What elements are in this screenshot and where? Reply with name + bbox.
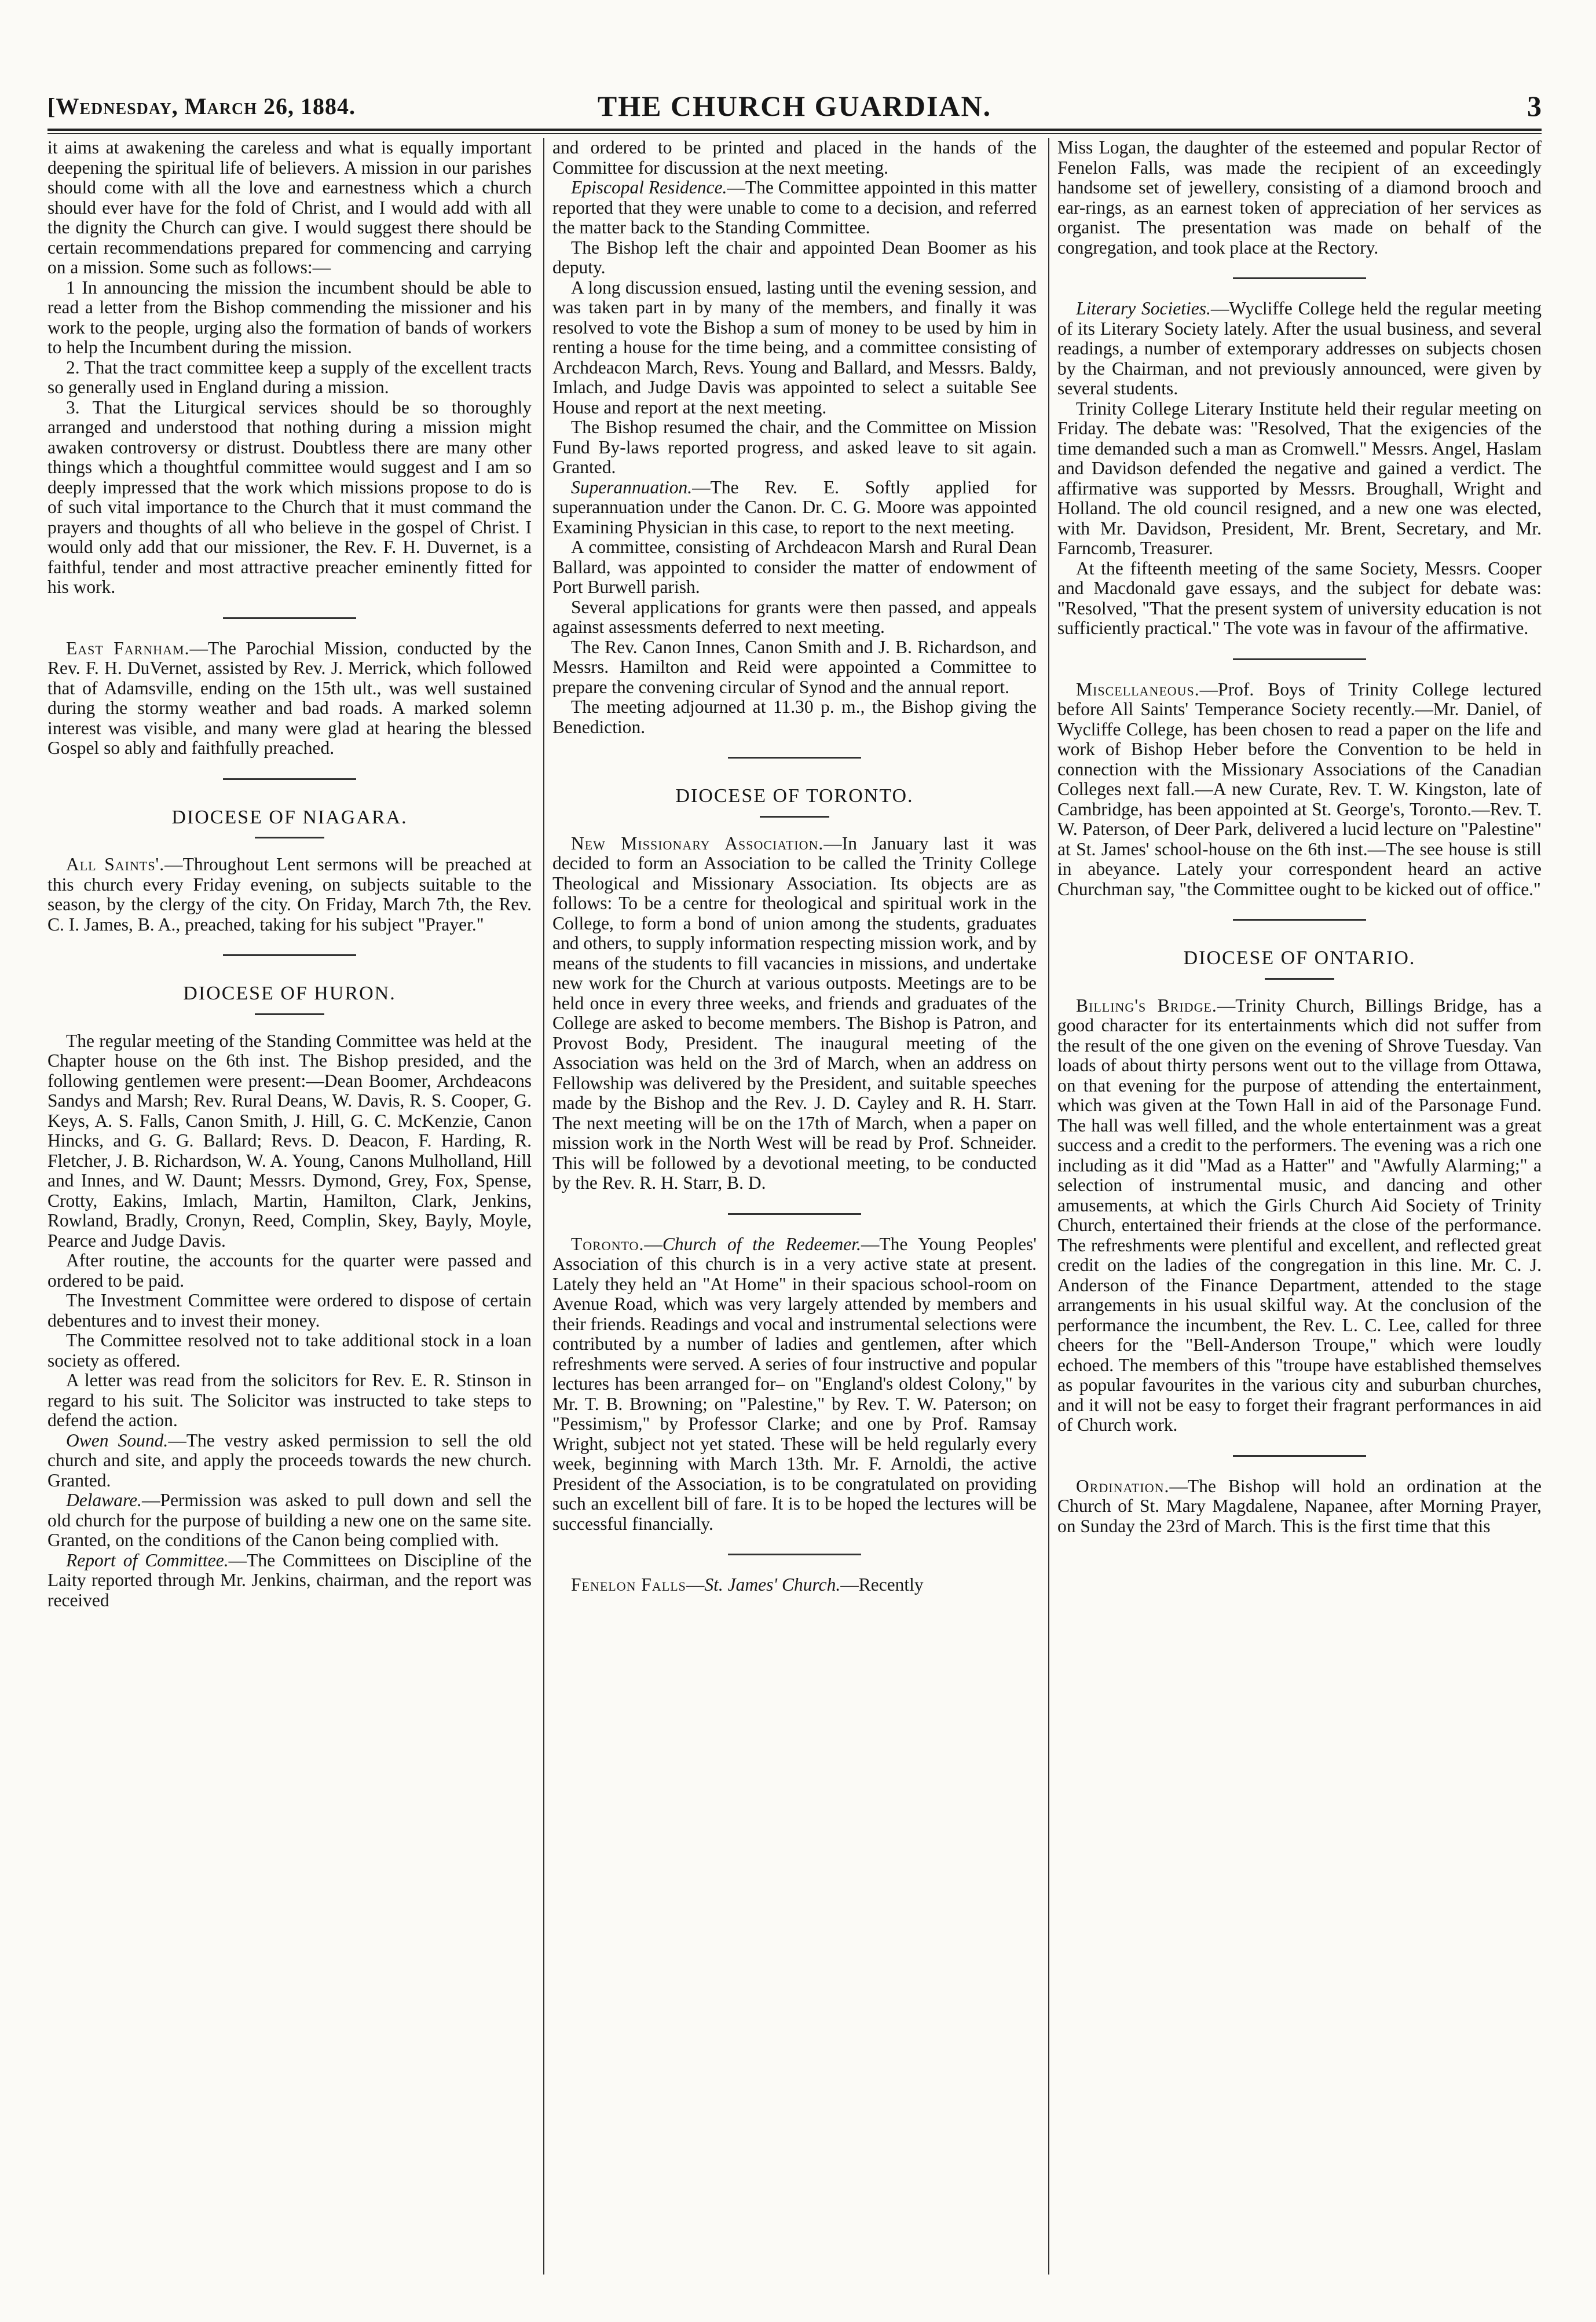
paragraph-report	[47, 1551, 532, 1611]
item-heading: Billing's Bridge.	[1076, 995, 1217, 1016]
item-heading: New Missionary Association.	[571, 833, 824, 854]
section-heading-ontario: DIOCESE OF ONTARIO.	[1183, 947, 1416, 969]
paragraph: The regular meeting of the Standing Committee was held at the Chapter house on the 6th inst. The Bishop presided, and the following gentlemen were present:—Dean Boomer, Archdeacons Sandys and Marsh; Rev. Rural Deans, W. Davis, R. S. Cooper, G. Keys, A. S. Falls, Canon Smith, J. Hill, G. C. McKenzie, Canon Hincks, and G. G. Ballard; Revs. D. Deacon, F. Harding, R. Fletcher, J. B. Richardson, W. A. Young, Canons Mulholland, Hill and Innes, and W. Daunt; Messrs. Dymond, Grey, Fox, Spense, Crotty, Eakins, Imlach, Martin, Hamilton, Clark, Jenkins, Rowland, Bradly, Cronyn, Reed, Complin, Skey, Bayly, Moyle, Pearce and Judge Davis.	[47, 1030, 532, 1251]
paragraph-east-farnham	[47, 639, 532, 759]
item-subheading: Church of the Redeemer.	[662, 1233, 861, 1254]
item-text: —The Young Peoples' Association of this church is in a very active state at present. Lately they held an "At Home" in their spacious school-room on Avenue Road, which was very largely attended by members and their friends. Readings and vocal and instrumental selections were contributed by a number of ladies and gentlemen, after which refreshments were served. A series of four instructive and popular lectures has been arranged for– on "England's oldest Colony," by Mr. T. B. Browning; on "Palestine," by Rev. T. W. Paterson; on "Pessimism," by Professor Clarke; and one by Prof. Ramsay Wright, subject not yet stated. These will be held regularly every week, beginning with March 13th. Mr. F. Arnoldi, the active President of the Association, is to be congratulated on providing such an excellent bill of fare. It is to be hoped the lectures will be successful financially.	[552, 1233, 1037, 1534]
heading-rule	[255, 837, 324, 838]
column-divider	[1048, 138, 1049, 2275]
paragraph: A committee, consisting of Archdeacon Marsh and Rural Dean Ballard, was appointed to consider the matter of endowment of Port Burwell parish.	[552, 537, 1037, 597]
item-text: —The Committees on Discipline of the Laity reported through Mr. Jenkins, chairman, and the report was received	[47, 1550, 532, 1610]
paragraph: A letter was read from the solicitors for Rev. E. R. Stinson in regard to his suit. The Solicitor was instructed to take steps to defend the action.	[47, 1370, 532, 1430]
section-rule	[1233, 277, 1366, 279]
masthead-rule-thin	[47, 133, 1542, 134]
item-text: —Permission was asked to pull down and sell the old church for the purpose of building a new one on the same site. Granted, on the conditions of the Canon being complied with.	[47, 1490, 532, 1550]
item-text: —The Bishop will hold an ordination at the Church of St. Mary Magdalene, Napanee, after Morning Prayer, on Sunday the 23rd of March. This is the first time that this	[1057, 1475, 1542, 1536]
paragraph-literary-societies	[1057, 299, 1542, 399]
masthead	[47, 90, 1542, 125]
section-heading-toronto: DIOCESE OF TORONTO.	[675, 785, 914, 807]
section-heading-niagara: DIOCESE OF NIAGARA.	[171, 806, 408, 828]
paragraph: The Committee resolved not to take additional stock in a loan society as offered.	[47, 1330, 532, 1371]
item-heading: Owen Sound.	[66, 1430, 169, 1451]
item-heading: East Farnham.	[66, 638, 190, 658]
item-text: —Throughout Lent sermons will be preached at this church every Friday evening, on subjects suitable to the season, by the clergy of the city. On Friday, March 7th, the Rev. C. I. James, B. A., preached, taking for his subject "Prayer."	[47, 854, 532, 935]
section-rule	[728, 1554, 861, 1555]
newspaper-title: THE CHURCH GUARDIAN.	[597, 90, 992, 122]
paragraph: Trinity College Literary Institute held their regular meeting on Friday. The debate was: "Resolved, That the exigencies of the time demanded such a man as Cromwell." Messrs. Angel, Haslam and Davidson defended the negative and gained a verdict. The affirmative was supported by Messrs. Broughall, Wright and Holland. The old council resigned, and a new one was elected, with Mr. Davidson, President, Mr. Brent, Secretary, and Mr. Farncomb, Treasurer.	[1057, 398, 1542, 558]
paragraph-miscellaneous	[1057, 680, 1542, 900]
paragraph: The Bishop left the chair and appointed Dean Boomer as his deputy.	[552, 237, 1037, 277]
item-text: —The Committee appointed in this matter reported that they were unable to come to a decision, and referred the matter back to the Standing Committee.	[552, 177, 1037, 237]
paragraph: At the fifteenth meeting of the same Society, Messrs. Cooper and Macdonald gave essays, and the subject for debate was: "Resolved, "That the present system of university education is not sufficiently practical." The vote was in favour of the affirmative.	[1057, 558, 1542, 638]
section-rule	[728, 757, 861, 759]
paragraph: The Bishop resumed the chair, and the Committee on Mission Fund By-laws reported progress, and asked leave to sit again. Granted.	[552, 417, 1037, 477]
section-rule	[1233, 1455, 1366, 1457]
item-heading: Fenelon Falls	[571, 1574, 686, 1595]
column-2	[552, 138, 1037, 2275]
paragraph: The meeting adjourned at 11.30 p. m., the Bishop giving the Benediction.	[552, 697, 1037, 737]
item-text: —Wycliffe College held the regular meeting of its Literary Society lately. After the usual business, and several readings, a number of extemporary addresses on subjects chosen by the Chairman, and not previously announced, were given by several students.	[1057, 298, 1542, 398]
item-heading: Miscellaneous.	[1076, 679, 1200, 699]
paragraph-new-missionary-association	[552, 834, 1037, 1193]
paragraph: it aims at awakening the careless and what is equally important deepening the spiritual life of believers. A mission in our parishes should come with all the love and earnestness which a church should ever have for the fold of Christ, and I would add with all the dignity the Church can give. I would suggest there should be certain recommendations prepared for commencing and carrying on a mission. Some such as follows:—	[47, 138, 532, 277]
issue-date: [Wednesday, March 26, 1884.	[47, 93, 356, 119]
paragraph: 1 In announcing the mission the incumbent should be able to read a letter from the Bishop commending the missioner and his work to the people, urging also the formation of bands of workers to help the Incumbent during the mission.	[47, 277, 532, 357]
masthead-rule	[47, 129, 1542, 131]
item-subheading: St. James' Church.	[704, 1574, 841, 1595]
section-rule	[223, 617, 356, 619]
paragraph: Miss Logan, the daughter of the esteemed and popular Rector of Fenelon Falls, was made the recipient of an exceedingly handsome set of jewellery, consisting of a diamond brooch and ear-rings, as an earnest token of appreciation of her services as organist. The presentation was made on behalf of the congregation, and took place at the Rectory.	[1057, 138, 1542, 258]
item-heading: Ordination.	[1076, 1475, 1170, 1496]
paragraph: The Investment Committee were ordered to dispose of certain debentures and to invest their money.	[47, 1290, 532, 1331]
heading-rule	[1265, 978, 1334, 980]
paragraph: Several applications for grants were then passed, and appeals against assessments deferred to next meeting.	[552, 596, 1037, 637]
paragraph-fenelon-falls: Fenelon Falls—St. James' Church.—Recently	[571, 1574, 924, 1595]
paragraph-all-saints	[47, 855, 532, 935]
section-rule	[1233, 658, 1366, 660]
item-heading: Delaware.	[66, 1490, 142, 1510]
paragraph-ordination	[1057, 1477, 1542, 1537]
heading-rule	[255, 1013, 324, 1015]
item-text: —Recently	[840, 1574, 924, 1595]
paragraph-superannuation	[552, 478, 1037, 538]
paragraph-billings-bridge	[1057, 996, 1542, 1435]
section-rule	[728, 1213, 861, 1215]
item-heading: Literary Societies.	[1076, 298, 1211, 318]
item-text: —The Rev. E. Softly applied for superannuation under the Canon. Dr. C. G. Moore was appointed Examining Physician in this case, to report to the next meeting.	[552, 477, 1037, 537]
item-heading: Episcopal Residence.	[571, 177, 727, 197]
column-3	[1057, 138, 1542, 2275]
item-text: —Prof. Boys of Trinity College lectured before All Saints' Temperance Society recently.—Mr. Daniel, of Wycliffe College, has been chosen to read a paper on the life and work of Bishop Heber before the Convention to be held in connection with the Missionary Associations of the Canadian Colleges next fall.—A new Curate, Rev. T. W. Kingston, late of Cambridge, has been appointed at St. George's, Toronto.—Rev. T. W. Paterson, of Deer Park, delivered a lucid lecture on "Palestine" at St. James' school-house on the 6th inst.—The see house is still in abeyance. Lately your correspondent heard an active Churchman say, "the Committee ought to be kicked out of office."	[1057, 679, 1542, 899]
column-1	[47, 138, 532, 2275]
item-heading: Report of Committee.	[66, 1550, 229, 1570]
heading-rule	[760, 816, 829, 818]
paragraph-toronto-redeemer: Toronto.—Church of the Redeemer.—The Young Peoples' Association of this church is in a very active state at present. Lately they held an "At Home" in their spacious school-room on Avenue Road, which was very largely attended by members and their friends. Readings and vocal and instrumental selections were contributed by a number of ladies and gentlemen, after which refreshments were served. A series of four instructive and popular lectures has been arranged for– on "England's oldest Colony," by Mr. T. B. Browning; on "Palestine," by Rev. T. W. Paterson; on "Pessimism," by Professor Clarke; and one by Prof. Ramsay Wright, subject not yet stated. These will be held regularly every week, beginning with March 13th. Mr. F. Arnoldi, the active President of the Association, is to be congratulated on providing such an excellent bill of fare. It is to be hoped the lectures will be successful financially.	[552, 1233, 1037, 1534]
section-rule	[223, 778, 356, 780]
paragraph-delaware	[47, 1490, 532, 1551]
paragraph-episcopal	[552, 178, 1037, 238]
section-rule	[1233, 919, 1366, 921]
section-heading-huron: DIOCESE OF HURON.	[183, 983, 396, 1004]
paragraph: A long discussion ensued, lasting until the evening session, and was taken part in by many of the members, and finally it was resolved to vote the Bishop a sum of money to be used by him in renting a house for the time being, and a committee consisting of Archdeacon March, Revs. Young and Ballard, and Messrs. Baldy, Imlach, and Judge Davis was appointed to select a suitable See House and report at the next meeting.	[552, 277, 1037, 417]
item-heading: All Saints'.	[66, 854, 165, 874]
item-text: —Trinity Church, Billings Bridge, has a good character for its entertainments which did not suffer from the result of the one given on the evening of Shrove Tuesday. Van loads of about thirty persons went out to the village from Ottawa, on that evening for the purpose of attending the entertainment, which was given at the Town Hall in aid of the Parsonage Fund. The hall was well filled, and the whole entertainment was a great success and a credit to the performers. The evening was a rich one including as it did "Mad as a Hatter" and "Awfully Alarming;" a selection of instrumental music, and dancing and other amusements, at which the Girls Church Aid Society of Trinity Church, entertained their friends at the close of the performance. The refreshments were plentiful and excellent, and reflected great credit on the ladies of the congregation in this line. Mr. C. J. Anderson of the Finance Department, attended to the stage arrangements in his usual skilful way. At the conclusion of the performance the incumbent, the Rev. L. C. Lee, called for three cheers for the "Bell-Anderson Troupe," which were loudly echoed. The members of this "troupe have established themselves as popular favourites in the various city and suburban churches, and it will not be easy to forget their fragrant performances in aid of Church work.	[1057, 995, 1542, 1435]
paragraph: After routine, the accounts for the quarter were passed and ordered to be paid.	[47, 1250, 532, 1291]
paragraph: 2. That the tract committee keep a supply of the excellent tracts so generally used in England during a mission.	[47, 357, 532, 397]
paragraph-owen-sound	[47, 1431, 532, 1491]
item-text: —The vestry asked permission to sell the old church and site, and apply the proceeds towards the new church. Granted.	[47, 1430, 532, 1490]
paragraph: and ordered to be printed and placed in the hands of the Committee for discussion at the next meeting.	[552, 138, 1037, 178]
paragraph: 3. That the Liturgical services should be so thoroughly arranged and understood that nothing during a mission might awaken controversy or distrust. Doubtless there are many other things which a thoughtful committee would suggest and I am so deeply impressed that the work which missions propose to do is of such vital importance to the Church that it must command the prayers and thoughts of all who believe in the gospel of Christ. I would only add that our missioner, the Rev. F. H. Duvernet, is a faithful, tender and most attractive preacher eminently fitted for his work.	[47, 397, 532, 597]
column-divider	[543, 138, 544, 2275]
item-text: —In January last it was decided to form an Association to be called the Trinity College Theological and Missionary Association. Its objects are as follows: To be a centre for theological and spiritual work in the College, to form a bond of union among the students, graduates and others, to supply information respecting mission work, and by means of the students to fill vacancies in missions, and undertake new work for the Church at various outposts. Meetings are to be held once in every three weeks, and friends and graduates of the College are asked to become members. The Bishop is Patron, and Provost Body, President. The inaugural meeting of the Association was held on the 3rd of March, when an address on Fellowship was delivered by the President, and suitable speeches made by the Bishop and the Rev. J. D. Cayley and R. H. Starr. The next meeting will be on the 17th of March, when a paper on mission work in the North West will be read by Prof. Schneider. This will be followed by a devotional meeting, to be conducted by the Rev. R. H. Starr, B. D.	[552, 833, 1037, 1193]
item-heading: Superannuation.	[571, 477, 693, 497]
section-rule	[223, 954, 356, 956]
item-heading: Toronto.	[571, 1233, 645, 1254]
paragraph: The Rev. Canon Innes, Canon Smith and J. B. Richardson, and Messrs. Hamilton and Reid were appointed a Committee to prepare the convening circular of Synod and the annual report.	[552, 636, 1037, 697]
item-text: —The Parochial Mission, conducted by the Rev. F. H. DuVernet, assisted by Rev. J. Merrick, which followed that of Adamsville, ending on the 15th ult., was well sustained during the stormy weather and bad roads. A marked solemn interest was visible, and many were glad at hearing the blessed Gospel so ably and faithfully preached.	[47, 638, 532, 758]
page-number: 3	[1527, 90, 1542, 122]
